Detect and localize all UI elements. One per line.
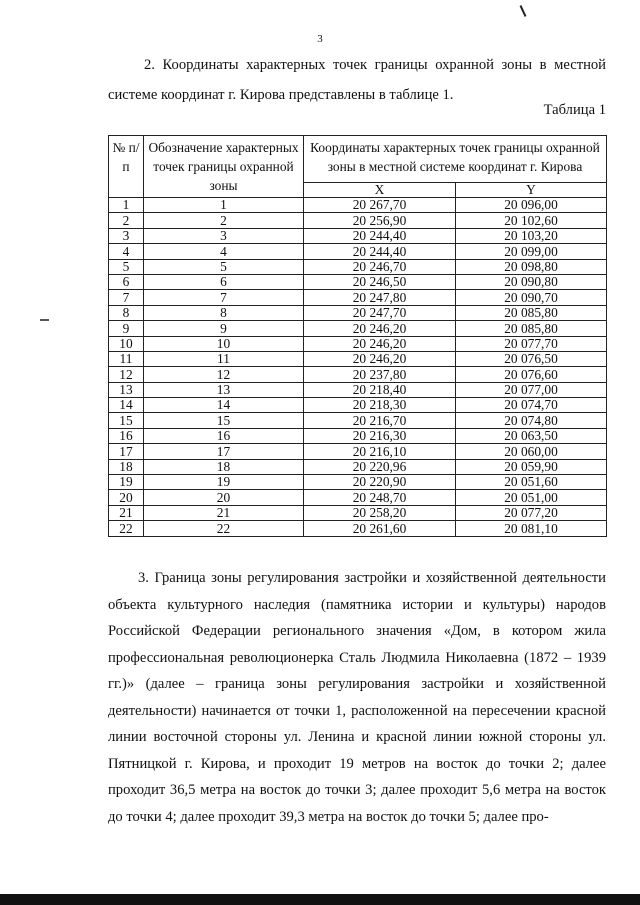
row-number: 16: [109, 428, 144, 443]
row-x: 20 244,40: [304, 244, 456, 259]
table-row: [109, 505, 607, 520]
row-designation: 4: [144, 244, 304, 259]
row-x: 20 246,50: [304, 274, 456, 289]
row-y: 20 099,00: [456, 244, 607, 259]
row-y: 20 074,80: [456, 413, 607, 428]
row-number: 13: [109, 382, 144, 397]
row-designation: 10: [144, 336, 304, 351]
table-row: [109, 521, 607, 536]
row-y: 20 098,80: [456, 259, 607, 274]
coordinates-table: [108, 135, 607, 537]
row-x: 20 218,40: [304, 382, 456, 397]
header-y: Y: [456, 183, 607, 198]
table-row: [109, 336, 607, 351]
row-y: 20 077,00: [456, 382, 607, 397]
row-designation: 1: [144, 198, 304, 213]
margin-mark: [40, 319, 49, 321]
table-row: [109, 198, 607, 213]
row-y: 20 076,50: [456, 351, 607, 366]
row-x: 20 247,80: [304, 290, 456, 305]
table-row: [109, 475, 607, 490]
table-row: [109, 290, 607, 305]
row-designation: 16: [144, 428, 304, 443]
row-designation: 15: [144, 413, 304, 428]
row-number: 22: [109, 521, 144, 536]
row-designation: 8: [144, 305, 304, 320]
row-designation: 2: [144, 213, 304, 228]
row-x: 20 246,20: [304, 336, 456, 351]
row-designation: 18: [144, 459, 304, 474]
row-number: 18: [109, 459, 144, 474]
row-y: 20 085,80: [456, 321, 607, 336]
row-y: 20 081,10: [456, 521, 607, 536]
row-x: 20 220,90: [304, 475, 456, 490]
row-number: 9: [109, 321, 144, 336]
row-y: 20 077,20: [456, 505, 607, 520]
row-number: 15: [109, 413, 144, 428]
table-caption: Таблица 1: [543, 102, 606, 118]
table-row: [109, 305, 607, 320]
table-row: [109, 351, 607, 366]
row-x: 20 256,90: [304, 213, 456, 228]
row-x: 20 258,20: [304, 505, 456, 520]
row-x: 20 248,70: [304, 490, 456, 505]
row-number: 17: [109, 444, 144, 459]
row-designation: 17: [144, 444, 304, 459]
row-number: 4: [109, 244, 144, 259]
row-designation: 11: [144, 351, 304, 366]
table-row: [109, 413, 607, 428]
table-row: [109, 444, 607, 459]
row-y: 20 051,00: [456, 490, 607, 505]
row-number: 11: [109, 351, 144, 366]
row-designation: 7: [144, 290, 304, 305]
row-number: 8: [109, 305, 144, 320]
row-y: 20 103,20: [456, 228, 607, 243]
table-row: [109, 382, 607, 397]
table-row: [109, 490, 607, 505]
table-row: [109, 244, 607, 259]
row-x: 20 216,10: [304, 444, 456, 459]
row-number: 5: [109, 259, 144, 274]
row-designation: 6: [144, 274, 304, 289]
row-designation: 19: [144, 475, 304, 490]
scan-mark: [520, 5, 527, 17]
row-designation: 20: [144, 490, 304, 505]
row-y: 20 090,80: [456, 274, 607, 289]
page-number: 3: [317, 33, 323, 45]
scan-border: [0, 894, 640, 905]
row-number: 10: [109, 336, 144, 351]
row-designation: 13: [144, 382, 304, 397]
row-x: 20 216,30: [304, 428, 456, 443]
row-y: 20 085,80: [456, 305, 607, 320]
row-x: 20 220,96: [304, 459, 456, 474]
row-number: 2: [109, 213, 144, 228]
header-number: № п/п: [109, 136, 144, 198]
row-x: 20 237,80: [304, 367, 456, 382]
row-number: 7: [109, 290, 144, 305]
row-x: 20 216,70: [304, 413, 456, 428]
row-x: 20 246,70: [304, 259, 456, 274]
table-body: [109, 198, 607, 537]
table-row: [109, 398, 607, 413]
row-number: 20: [109, 490, 144, 505]
table-row: [109, 213, 607, 228]
row-number: 21: [109, 505, 144, 520]
row-y: 20 074,70: [456, 398, 607, 413]
row-y: 20 102,60: [456, 213, 607, 228]
row-x: 20 218,30: [304, 398, 456, 413]
row-designation: 12: [144, 367, 304, 382]
table-row: [109, 228, 607, 243]
row-y: 20 090,70: [456, 290, 607, 305]
section-3-paragraph: 3. Граница зоны регулирования застройки и хозяйственной деятельности объекта культурного наследия (памятника истории и культуры) народов Российской Федерации регионального значения «Дом, в котором жила профессиональная революционерка Сталь Людмила Николаевна (1872 – 1939 гг.)» (далее – граница зоны регулирования застройки и хозяйственной деятельности) начинается от точки 1, расположенной на пересечении красной линии восточной стороны ул. Ленина и красной линии южной стороны ул. Пятницкой г. Кирова, и проходит 19 метров на восток до точки 2; далее проходит 36,5 метра на восток до точки 3; далее проходит 5,6 метра на восток до точки 4; далее проходит 39,3 метра на восток до точки 5; далее про-: [108, 570, 606, 825]
row-y: 20 051,60: [456, 475, 607, 490]
row-y: 20 077,70: [456, 336, 607, 351]
row-y: 20 059,90: [456, 459, 607, 474]
row-designation: 9: [144, 321, 304, 336]
row-number: 6: [109, 274, 144, 289]
row-number: 19: [109, 475, 144, 490]
row-designation: 22: [144, 521, 304, 536]
row-x: 20 247,70: [304, 305, 456, 320]
section-2-paragraph: 2. Координаты характерных точек границы охранной зоны в местной системе координат г. Кирова представлены в таблице 1.: [108, 57, 606, 103]
header-x: X: [304, 183, 456, 198]
table-row: [109, 459, 607, 474]
row-designation: 21: [144, 505, 304, 520]
row-number: 3: [109, 228, 144, 243]
header-designation: Обозначение характерных точек границы охранной зоны: [144, 136, 304, 198]
row-x: 20 246,20: [304, 321, 456, 336]
table-row: [109, 321, 607, 336]
row-designation: 5: [144, 259, 304, 274]
row-y: 20 096,00: [456, 198, 607, 213]
row-x: 20 244,40: [304, 228, 456, 243]
table-row: [109, 428, 607, 443]
header-coordinates: Координаты характерных точек границы охранной зоны в местной системе координат г. Кирова: [304, 136, 607, 183]
row-designation: 14: [144, 398, 304, 413]
row-y: 20 060,00: [456, 444, 607, 459]
row-y: 20 063,50: [456, 428, 607, 443]
row-x: 20 261,60: [304, 521, 456, 536]
row-x: 20 246,20: [304, 351, 456, 366]
row-number: 12: [109, 367, 144, 382]
row-number: 1: [109, 198, 144, 213]
row-y: 20 076,60: [456, 367, 607, 382]
table-row: [109, 367, 607, 382]
row-designation: 3: [144, 228, 304, 243]
row-x: 20 267,70: [304, 198, 456, 213]
table-row: [109, 259, 607, 274]
row-number: 14: [109, 398, 144, 413]
table-row: [109, 274, 607, 289]
